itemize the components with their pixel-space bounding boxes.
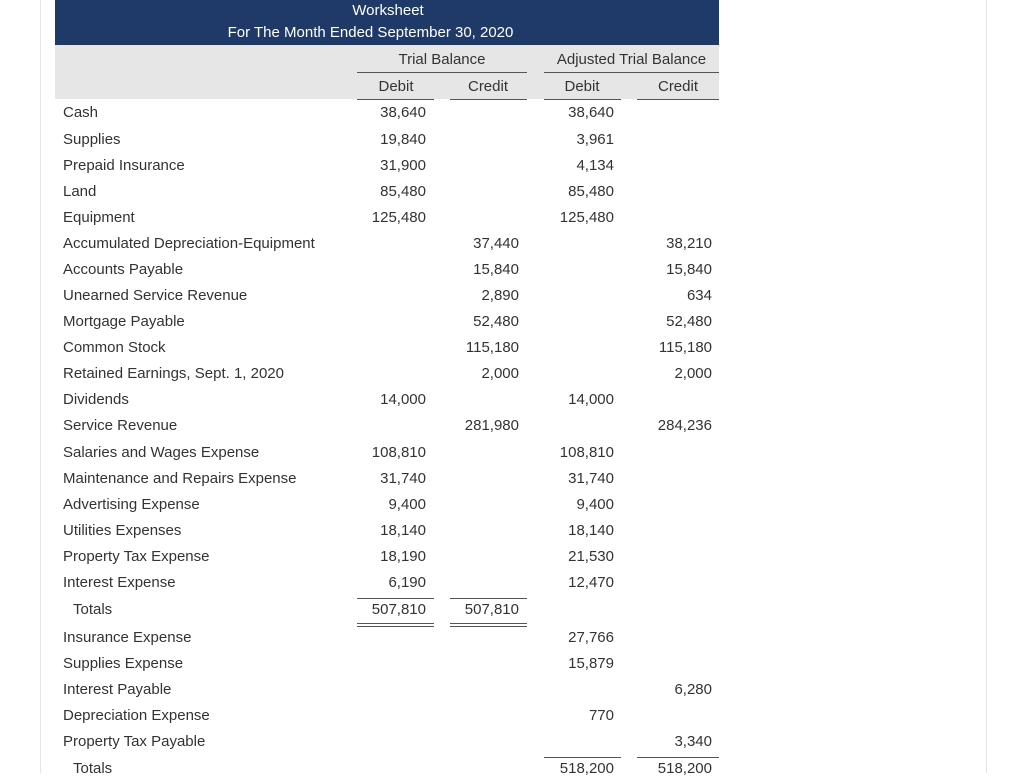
tb-debit-cell: 6,190: [388, 574, 426, 591]
account-name: Salaries and Wages Expense: [63, 444, 260, 461]
tb-debit-cell: 85,480: [380, 183, 426, 200]
atb-credit-cell: 634: [686, 287, 712, 304]
atb-debit-header: Debit: [564, 78, 600, 95]
atb-debit-cell: 518,200: [559, 760, 614, 777]
atb-debit-cell: 85,480: [568, 183, 614, 200]
atb-credit-header-rule: [637, 99, 719, 100]
atb-debit-cell: 27,766: [568, 629, 614, 646]
atb-debit-cell: 15,879: [568, 655, 614, 672]
atb-debit-cell: 18,140: [568, 522, 614, 539]
account-name: Prepaid Insurance: [63, 157, 185, 174]
tb-debit-cell: 18,140: [380, 522, 426, 539]
tb-debit-header-rule: [357, 99, 434, 100]
atb-credit-cell: 115,180: [658, 339, 712, 356]
tb-debit-cell: 19,840: [380, 131, 426, 148]
account-name: Common Stock: [63, 339, 166, 356]
tb-credit-sum-rule: [450, 598, 527, 599]
tb-debit-cell: 507,810: [371, 601, 426, 618]
atb-debit-cell: 4,134: [576, 157, 614, 174]
trial-balance-heading: Trial Balance: [398, 51, 486, 68]
tb-debit-total-double-rule: [357, 623, 434, 627]
account-name: Retained Earnings, Sept. 1, 2020: [63, 365, 284, 382]
totals-label: Totals: [73, 760, 113, 777]
atb-credit-cell: 2,000: [674, 365, 712, 382]
atb-debit-cell: 770: [588, 707, 614, 724]
tb-debit-cell: 108,810: [371, 444, 426, 461]
atb-credit-sum-rule: [637, 757, 719, 758]
atb-credit-cell: 38,210: [666, 235, 712, 252]
trial-balance-rule: [357, 72, 527, 73]
account-name: Land: [63, 183, 97, 200]
account-name: Mortgage Payable: [63, 313, 185, 330]
tb-debit-cell: 31,740: [380, 470, 426, 487]
atb-credit-cell: 15,840: [666, 261, 712, 278]
atb-credit-cell: 52,480: [666, 313, 712, 330]
worksheet-subtitle: For The Month Ended September 30, 2020: [227, 24, 514, 41]
account-name: Property Tax Payable: [63, 733, 206, 750]
tb-debit-sum-rule: [357, 598, 434, 599]
tb-credit-cell: 507,810: [464, 601, 519, 618]
atb-debit-cell: 38,640: [568, 104, 614, 121]
account-name: Interest Expense: [63, 574, 176, 591]
account-name: Unearned Service Revenue: [63, 287, 248, 304]
atb-debit-cell: 14,000: [568, 391, 614, 408]
adjusted-trial-balance-rule: [544, 72, 719, 73]
atb-credit-cell: 3,340: [674, 733, 712, 750]
tb-credit-cell: 37,440: [473, 235, 519, 252]
atb-credit-cell: 6,280: [674, 681, 712, 698]
account-name: Interest Payable: [63, 681, 172, 698]
atb-debit-cell: 31,740: [568, 470, 614, 487]
account-name: Accumulated Depreciation-Equipment: [63, 235, 315, 252]
tb-debit-cell: 9,400: [388, 496, 426, 513]
atb-debit-sum-rule: [544, 757, 621, 758]
tb-debit-header: Debit: [378, 78, 414, 95]
account-name: Supplies: [63, 131, 121, 148]
tb-debit-cell: 38,640: [380, 104, 426, 121]
tb-debit-cell: 14,000: [380, 391, 426, 408]
tb-credit-cell: 15,840: [473, 261, 519, 278]
atb-debit-cell: 9,400: [576, 496, 614, 513]
atb-credit-cell: 284,236: [657, 417, 712, 434]
tb-debit-cell: 31,900: [380, 157, 426, 174]
tb-debit-cell: 18,190: [380, 548, 426, 565]
account-name: Cash: [63, 104, 99, 121]
account-name: Property Tax Expense: [63, 548, 210, 565]
tb-credit-header: Credit: [467, 78, 508, 95]
account-name: Maintenance and Repairs Expense: [63, 470, 297, 487]
account-name: Insurance Expense: [63, 629, 192, 646]
atb-debit-cell: 108,810: [559, 444, 614, 461]
account-name: Equipment: [63, 209, 135, 226]
tb-debit-cell: 125,480: [371, 209, 426, 226]
tb-credit-cell: 2,890: [481, 287, 519, 304]
account-name: Utilities Expenses: [63, 522, 182, 539]
worksheet-title: Worksheet: [352, 2, 424, 19]
atb-credit-cell: 518,200: [657, 760, 712, 777]
adjusted-trial-balance-heading: Adjusted Trial Balance: [556, 51, 707, 68]
tb-credit-cell: 281,980: [464, 417, 519, 434]
account-name: Dividends: [63, 391, 129, 408]
tb-credit-total-double-rule: [450, 623, 527, 627]
atb-debit-cell: 3,961: [576, 131, 614, 148]
atb-debit-header-rule: [544, 99, 621, 100]
totals-label: Totals: [73, 601, 113, 618]
worksheet-header: [55, 0, 719, 45]
account-name: Supplies Expense: [63, 655, 184, 672]
atb-debit-cell: 21,530: [568, 548, 614, 565]
tb-credit-cell: 52,480: [473, 313, 519, 330]
tb-credit-cell: 2,000: [481, 365, 519, 382]
account-name: Service Revenue: [63, 417, 178, 434]
tb-credit-header-rule: [450, 99, 527, 100]
tb-credit-cell: 115,180: [465, 339, 519, 356]
atb-debit-cell: 12,470: [568, 574, 614, 591]
account-name: Depreciation Expense: [63, 707, 210, 724]
atb-credit-header: Credit: [657, 78, 698, 95]
account-name: Advertising Expense: [63, 496, 200, 513]
account-name: Accounts Payable: [63, 261, 184, 278]
atb-debit-cell: 125,480: [559, 209, 614, 226]
